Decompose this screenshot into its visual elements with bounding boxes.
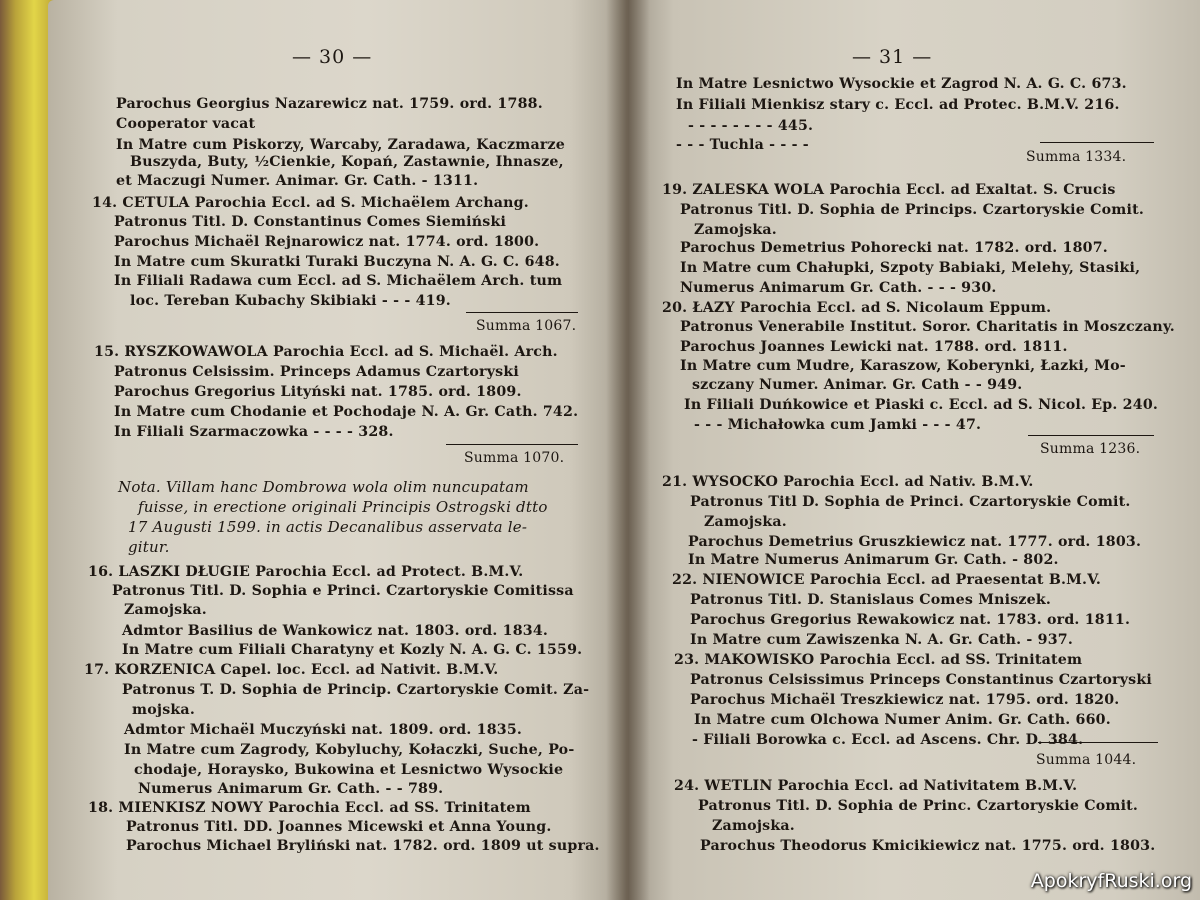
- text-line: Patronus Titl. D. Stanislaus Comes Mniszek.: [690, 592, 1052, 608]
- text-line: Zamojska.: [712, 818, 795, 834]
- text-line: - Filiali Borowka c. Eccl. ad Ascens. Chr. D. 384.: [692, 732, 1084, 748]
- text-line: Parochus Michael Bryliński nat. 1782. ord. 1809 ut supra.: [126, 838, 600, 854]
- text-line: 24. WETLIN Parochia Eccl. ad Nativitatem B.M.V.: [674, 778, 1078, 794]
- text-line: Admtor Michaël Muczyński nat. 1809. ord. 1835.: [124, 722, 523, 738]
- text-line: loc. Tereban Kubachy Skibiaki - - - 419.: [130, 293, 451, 309]
- summa-divider: [466, 312, 578, 313]
- text-line: In Filiali Mienkisz stary c. Eccl. ad Protec. B.M.V. 216.: [676, 97, 1120, 113]
- nota-text-line: gitur.: [128, 538, 170, 556]
- text-line: Patronus Titl D. Sophia de Princi. Czartoryskie Comit.: [690, 494, 1131, 510]
- text-line: Parochus Gregorius Lityński nat. 1785. ord. 1809.: [114, 384, 522, 400]
- page-number-30: — 30 —: [292, 46, 373, 68]
- summa-divider: [1040, 142, 1154, 143]
- nota-text-line: fuisse, in erectione originali Principis Ostrogski dtto: [138, 498, 548, 516]
- text-line: In Matre Lesnictwo Wysockie et Zagrod N. A. G. C. 673.: [676, 76, 1127, 92]
- text-line: 15. RYSZKOWAWOLA Parochia Eccl. ad S. Michaël. Arch.: [94, 344, 558, 360]
- text-line: In Matre cum Chodanie et Pochodaje N. A. Gr. Cath. 742.: [114, 404, 579, 420]
- watermark: ApokryfRuski.org: [1030, 870, 1192, 892]
- text-line: Parochus Theodorus Kmicikiewicz nat. 1775. ord. 1803.: [700, 838, 1156, 854]
- text-line: Parochus Georgius Nazarewicz nat. 1759. ord. 1788.: [116, 96, 543, 112]
- text-line: Numerus Animarum Gr. Cath. - - - 930.: [680, 280, 997, 296]
- text-line: In Matre cum Olchowa Numer Anim. Gr. Cath. 660.: [694, 712, 1111, 728]
- summa-total: Summa 1070.: [464, 450, 565, 466]
- text-line: Patronus Titl. DD. Joannes Micewski et Anna Young.: [126, 819, 552, 835]
- text-line: 23. MAKOWISKO Parochia Eccl. ad SS. Trinitatem: [674, 652, 1083, 668]
- text-line: Zamojska.: [694, 222, 777, 238]
- text-line: Zamojska.: [704, 514, 787, 530]
- text-line: 14. CETULA Parochia Eccl. ad S. Michaëlem Archang.: [92, 195, 529, 211]
- text-line: 22. NIENOWICE Parochia Eccl. ad Praesentat B.M.V.: [672, 572, 1102, 588]
- text-line: chodaje, Horaysko, Bukowina et Lesnictwo Wysockie: [134, 762, 564, 778]
- summa-divider: [1028, 435, 1154, 436]
- summa-total: Summa 1334.: [1026, 149, 1127, 165]
- text-line: Patronus Titl. D. Sophia de Princ. Czartoryskie Comit.: [698, 798, 1139, 814]
- text-line: Parochus Demetrius Pohorecki nat. 1782. ord. 1807.: [680, 240, 1108, 256]
- text-line: In Matre Numerus Animarum Gr. Cath. - 802.: [688, 552, 1059, 568]
- text-line: In Filiali Szarmaczowka - - - - 328.: [114, 424, 394, 440]
- text-line: 19. ZALESKA WOLA Parochia Eccl. ad Exaltat. S. Crucis: [662, 182, 1116, 198]
- text-line: - - - Tuchla - - - -: [676, 137, 809, 153]
- book-gutter: [606, 0, 650, 900]
- text-line: 18. MIENKISZ NOWY Parochia Eccl. ad SS. Trinitatem: [88, 800, 531, 816]
- text-line: - - - Michałowka cum Jamki - - - 47.: [694, 417, 982, 433]
- text-line: Patronus T. D. Sophia de Princip. Czartoryskie Comit. Za-: [122, 682, 590, 698]
- text-line: In Matre cum Skuratki Turaki Buczyna N. A. G. C. 648.: [114, 254, 560, 270]
- text-line: Patronus Celsissim. Princeps Adamus Czartoryski: [114, 364, 519, 380]
- text-line: Numerus Animarum Gr. Cath. - - 789.: [138, 781, 444, 797]
- summa-total: Summa 1067.: [476, 318, 577, 334]
- text-line: In Matre cum Zagrody, Kobyluchy, Kołaczki, Suche, Po-: [124, 742, 575, 758]
- text-line: Zamojska.: [124, 602, 207, 618]
- text-line: 21. WYSOCKO Parochia Eccl. ad Nativ. B.M.V.: [662, 474, 1034, 490]
- text-line: Parochus Joannes Lewicki nat. 1788. ord. 1811.: [680, 339, 1068, 355]
- text-line: Patronus Celsissimus Princeps Constantinus Czartoryski: [690, 672, 1152, 688]
- text-line: In Filiali Duńkowice et Piaski c. Eccl. ad S. Nicol. Ep. 240.: [684, 397, 1159, 413]
- text-line: Patronus Titl. D. Constantinus Comes Siemiński: [114, 214, 507, 230]
- summa-total: Summa 1236.: [1040, 441, 1141, 457]
- text-line: In Matre cum Chałupki, Szpoty Babiaki, Melehy, Stasiki,: [680, 260, 1141, 276]
- summa-total: Summa 1044.: [1036, 752, 1137, 768]
- text-line: Buszyda, Buty, ½Cienkie, Kopań, Zastawnie, Ihnasze,: [130, 154, 564, 170]
- text-line: 20. ŁAZY Parochia Eccl. ad S. Nicolaum Eppum.: [662, 300, 1052, 316]
- summa-divider: [1038, 742, 1158, 743]
- text-line: Parochus Michaël Treszkiewicz nat. 1795. ord. 1820.: [690, 692, 1120, 708]
- summa-divider: [446, 444, 578, 445]
- text-line: Parochus Michaël Rejnarowicz nat. 1774. ord. 1800.: [114, 234, 540, 250]
- text-line: Patronus Venerabile Institut. Soror. Charitatis in Moszczany.: [680, 319, 1175, 335]
- right-page: [628, 0, 1200, 900]
- text-line: 17. KORZENICA Capel. loc. Eccl. ad Nativit. B.M.V.: [84, 662, 499, 678]
- text-line: Cooperator vacat: [116, 116, 256, 132]
- text-line: Parochus Gregorius Rewakowicz nat. 1783. ord. 1811.: [690, 612, 1131, 628]
- nota-text-line: Nota. Villam hanc Dombrowa wola olim nuncupatam: [118, 478, 529, 496]
- text-line: In Matre cum Zawiszenka N. A. Gr. Cath. - 937.: [690, 632, 1073, 648]
- text-line: Patronus Titl. D. Sophia de Princips. Czartoryskie Comit.: [680, 202, 1144, 218]
- nota-text-line: 17 Augusti 1599. in actis Decanalibus asservata le-: [128, 518, 528, 536]
- text-line: In Filiali Radawa cum Eccl. ad S. Michaëlem Arch. tum: [114, 273, 563, 289]
- text-line: Parochus Demetrius Gruszkiewicz nat. 1777. ord. 1803.: [688, 534, 1142, 550]
- left-page: [48, 0, 628, 900]
- text-line: Admtor Basilius de Wankowicz nat. 1803. ord. 1834.: [122, 623, 549, 639]
- text-line: In Matre cum Mudre, Karaszow, Koberynki, Łazki, Mo-: [680, 358, 1126, 374]
- text-line: et Maczugi Numer. Animar. Gr. Cath. - 1311.: [116, 173, 479, 189]
- text-line: In Matre cum Piskorzy, Warcaby, Zaradawa, Kaczmarze: [116, 137, 565, 153]
- text-line: In Matre cum Filiali Charatyny et Kozly N. A. G. C. 1559.: [122, 642, 583, 658]
- text-line: mojska.: [132, 702, 195, 718]
- text-line: 16. LASZKI DŁUGIE Parochia Eccl. ad Protect. B.M.V.: [88, 564, 524, 580]
- text-line: szczany Numer. Animar. Gr. Cath - - 949.: [692, 377, 1023, 393]
- page-number-31: — 31 —: [852, 46, 933, 68]
- text-line: - - - - - - - - 445.: [688, 118, 814, 134]
- text-line: Patronus Titl. D. Sophia e Princi. Czartoryskie Comitissa: [112, 583, 574, 599]
